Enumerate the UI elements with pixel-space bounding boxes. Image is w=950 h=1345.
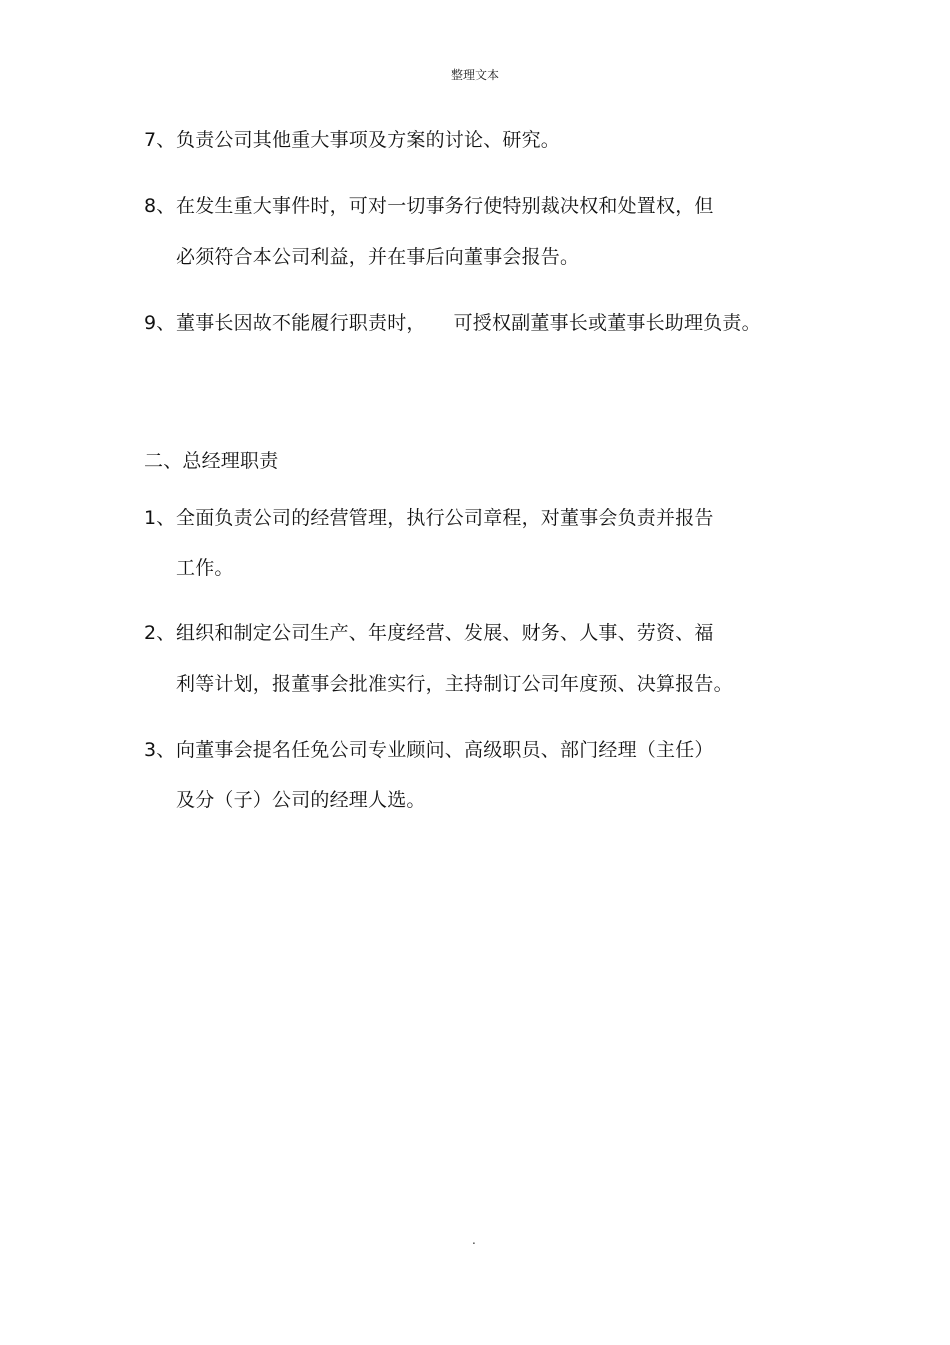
- section2-item-3-continuation: 及分（子）公司的经理人选。: [176, 789, 426, 811]
- list-item-number: 2、: [144, 622, 176, 644]
- list-item-text: 全面负责公司的经营管理，执行公司章程，对董事会负责并报告: [176, 507, 714, 529]
- list-item-number: 1、: [144, 507, 176, 529]
- section2-item-1-continuation: 工作。: [176, 557, 234, 579]
- section2-item-2-continuation: 利等计划，报董事会批准实行，主持制订公司年度预、决算报告。: [176, 673, 733, 695]
- section2-item-1: [144, 505, 714, 531]
- list-item-8-continuation: 必须符合本公司利益，并在事后向董事会报告。: [176, 246, 580, 268]
- list-item-text: 董事长因故不能履行职责时，: [176, 312, 426, 334]
- list-item-text-cont: 可授权副董事长或董事长助理负责。: [453, 312, 761, 334]
- page-footer: .: [472, 1233, 476, 1247]
- list-item-text: 在发生重大事件时，可对一切事务行使特别裁决权和处置权，但: [176, 195, 714, 217]
- list-item-text: 组织和制定公司生产、年度经营、发展、财务、人事、劳资、福: [176, 622, 714, 644]
- list-item-text: 向董事会提名任免公司专业顾问、高级职员、部门经理（主任）: [176, 739, 714, 761]
- list-item-7: [144, 127, 560, 153]
- page-header: 整理文本: [450, 68, 499, 82]
- list-item-text: 负责公司其他重大事项及方案的讨论、研究。: [176, 129, 561, 151]
- list-item-8: [144, 193, 714, 219]
- list-item-9: [144, 310, 761, 336]
- section2-item-2: [144, 620, 714, 646]
- list-item-number: 7、: [144, 129, 176, 151]
- section-heading: 二、总经理职责: [144, 450, 279, 472]
- list-item-number: 9、: [144, 312, 176, 334]
- section2-item-3: [144, 737, 714, 763]
- list-item-number: 3、: [144, 739, 176, 761]
- list-item-number: 8、: [144, 195, 176, 217]
